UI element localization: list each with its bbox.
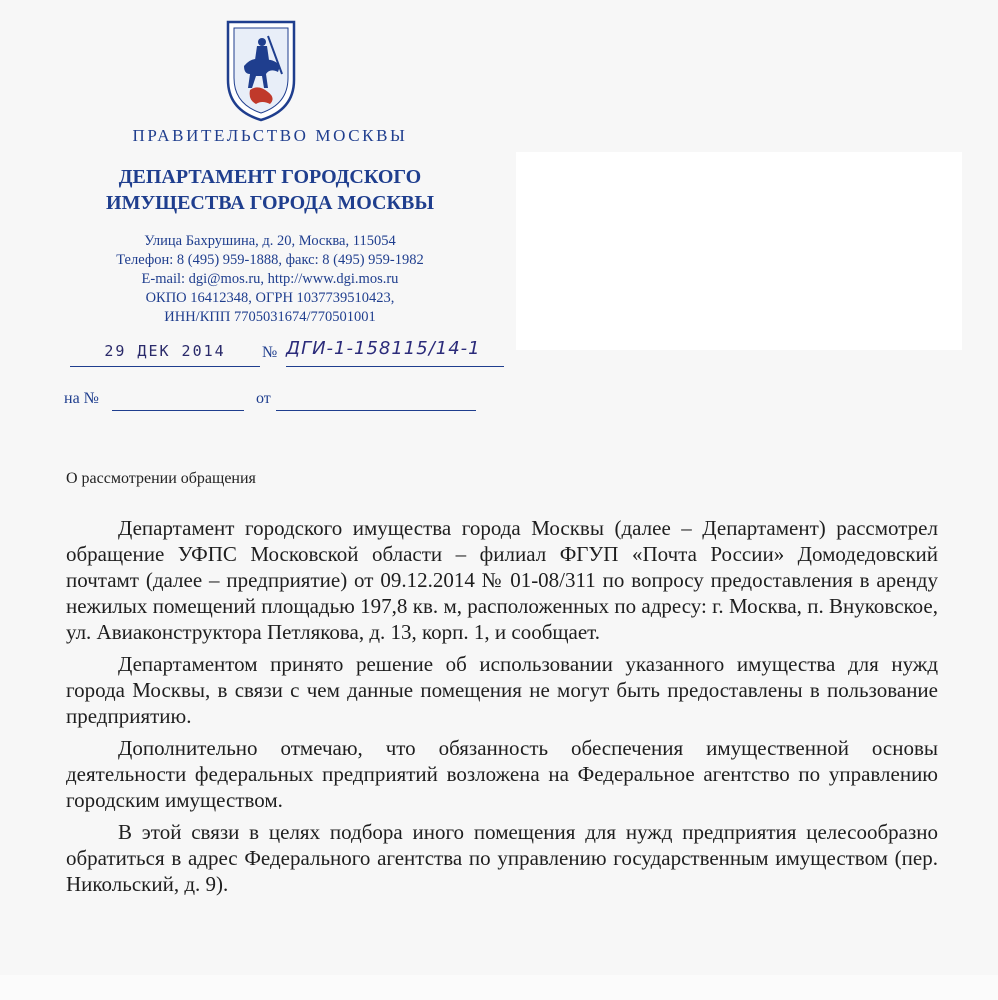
letter-subject: О рассмотрении обращения [66, 470, 256, 487]
reference-row [64, 390, 494, 414]
government-title: ПРАВИТЕЛЬСТВО МОСКВЫ [132, 126, 408, 145]
outgoing-number-label: № [262, 344, 278, 361]
body-paragraph: Департамент городского имущества города Москвы (далее – Департамент) рассмотрел обращение УФПС Московской области – филиал ФГУП «Почта России» Домодедовский почтамт (далее – предприятие) от 09.12.2014 № 01-08/311 по вопросу предоставления в аренду нежилых помещений площадью 197,8 кв. м, расположенных по адресу: г. Москва, п. Внуковское, ул. Авиаконструктора Петлякова, д. 13, корп. 1, и сообщает. [66, 516, 938, 644]
okpo-line: ОКПО 16412348, ОГРН 1037739510423, [145, 290, 395, 306]
department-title-line1: ДЕПАРТАМЕНТ ГОРОДСКОГО [118, 166, 422, 188]
letter-body [66, 515, 938, 903]
page-bottom-margin [0, 975, 998, 1000]
email-line: E-mail: dgi@mos.ru, http://www.dgi.mos.ru [141, 271, 399, 287]
body-paragraph: В этой связи в целях подбора иного помещения для нужд предприятия целесообразно обратиться в адрес Федерального агентства по управлению государственным имуществом (пер. Никольский, д. 9). [66, 820, 938, 896]
redacted-address-area [516, 152, 962, 350]
moscow-coat-of-arms-icon [222, 18, 300, 122]
contact-block [60, 232, 480, 327]
address-line: Улица Бахрушина, д. 20, Москва, 115054 [144, 233, 396, 249]
outgoing-number-line [286, 366, 504, 367]
reference-date-line [276, 410, 476, 411]
reference-number-label: на № [64, 390, 99, 407]
department-title-line2: ИМУЩЕСТВА ГОРОДА МОСКВЫ [106, 192, 434, 214]
reference-date-label: от [256, 390, 271, 407]
body-paragraph: Дополнительно отмечаю, что обязанность обеспечения имущественной основы деятельности федеральных предприятий возложена на Федеральное агентство по управлению городским имуществом. [66, 736, 938, 812]
inn-line: ИНН/КПП 7705031674/770501001 [164, 309, 376, 325]
phone-line: Телефон: 8 (495) 959-1888, факс: 8 (495) 959-1982 [116, 252, 424, 268]
outgoing-registration [70, 338, 510, 368]
outgoing-number-handwritten: ДГИ-1-158115/14-1 [286, 338, 481, 359]
outgoing-date-stamp: 29 ДЕК 2014 [70, 342, 260, 367]
reference-number-line [112, 410, 244, 411]
department-title [70, 164, 470, 216]
body-paragraph: Департаментом принято решение об использовании указанного имущества для нужд города Москвы, в связи с чем данные помещения не могут быть предоставлены в пользование предприятию. [66, 652, 938, 728]
